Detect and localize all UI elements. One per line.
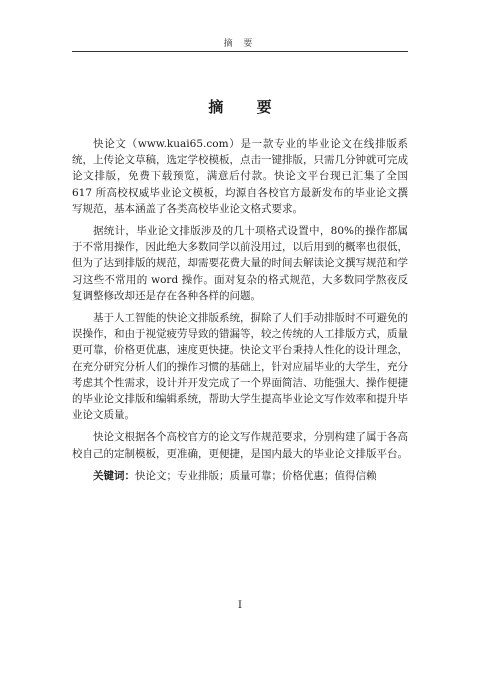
abstract-body	[72, 136, 408, 484]
running-header: 摘 要	[223, 39, 257, 49]
keywords-line	[72, 468, 408, 484]
page-number: I	[238, 600, 242, 611]
keywords-text: 快论文；专业排版；质量可靠；价格优惠；值得信赖	[135, 469, 377, 482]
page-title: 摘 要	[208, 98, 286, 116]
header-rule	[72, 51, 408, 52]
keywords-label: 关键词：	[93, 469, 135, 482]
abstract-paragraph: 快论文（www.kuai65.com）是一款专业的毕业论文在线排版系统，上传论文草稿，选定学校模板，点击一键排版，只需几分钟就可完成论文排版，免费下载预览，满意后付款。快论文平台现已汇集了全国 617 所高校权威毕业论文模板，均源自各校官方最新发布的毕业论文撰写规范，基本涵盖了各类高校毕业论文格式要求。	[72, 138, 408, 215]
abstract-paragraph: 据统计，毕业论文排版涉及的几十项格式设置中，80%的操作都属于不常用操作，因此绝大多数同学以前没用过，以后用到的概率也很低，但为了达到排版的规范，却需要花费大量的时间去解读论文撰写规范和学习这些不常用的 word 操作。面对复杂的格式规范，大多数同学熬夜反复调整修改却还是存在各种各样的问题。	[72, 225, 408, 302]
abstract-paragraph: 基于人工智能的快论文排版系统，摒除了人们手动排版时不可避免的误操作，和由于视觉疲劳导致的错漏等，较之传统的人工排版方式，质量更可靠，价格更优惠，速度更快捷。快论文平台秉持人性化的设计理念，在充分研究分析人们的操作习惯的基础上，针对应届毕业的大学生，充分考虑其个性需求，设计并开发完成了一个界面简洁、功能强大、操作便捷的毕业论文排版和编辑系统，帮助大学生提高毕业论文写作效率和提升毕业论文质量。	[72, 312, 408, 422]
abstract-paragraph: 快论文根据各个高校官方的论文写作规范要求，分别构建了属于各高校自己的定制模板，更准确，更便捷，是国内最大的毕业论文排版平台。	[72, 431, 408, 460]
